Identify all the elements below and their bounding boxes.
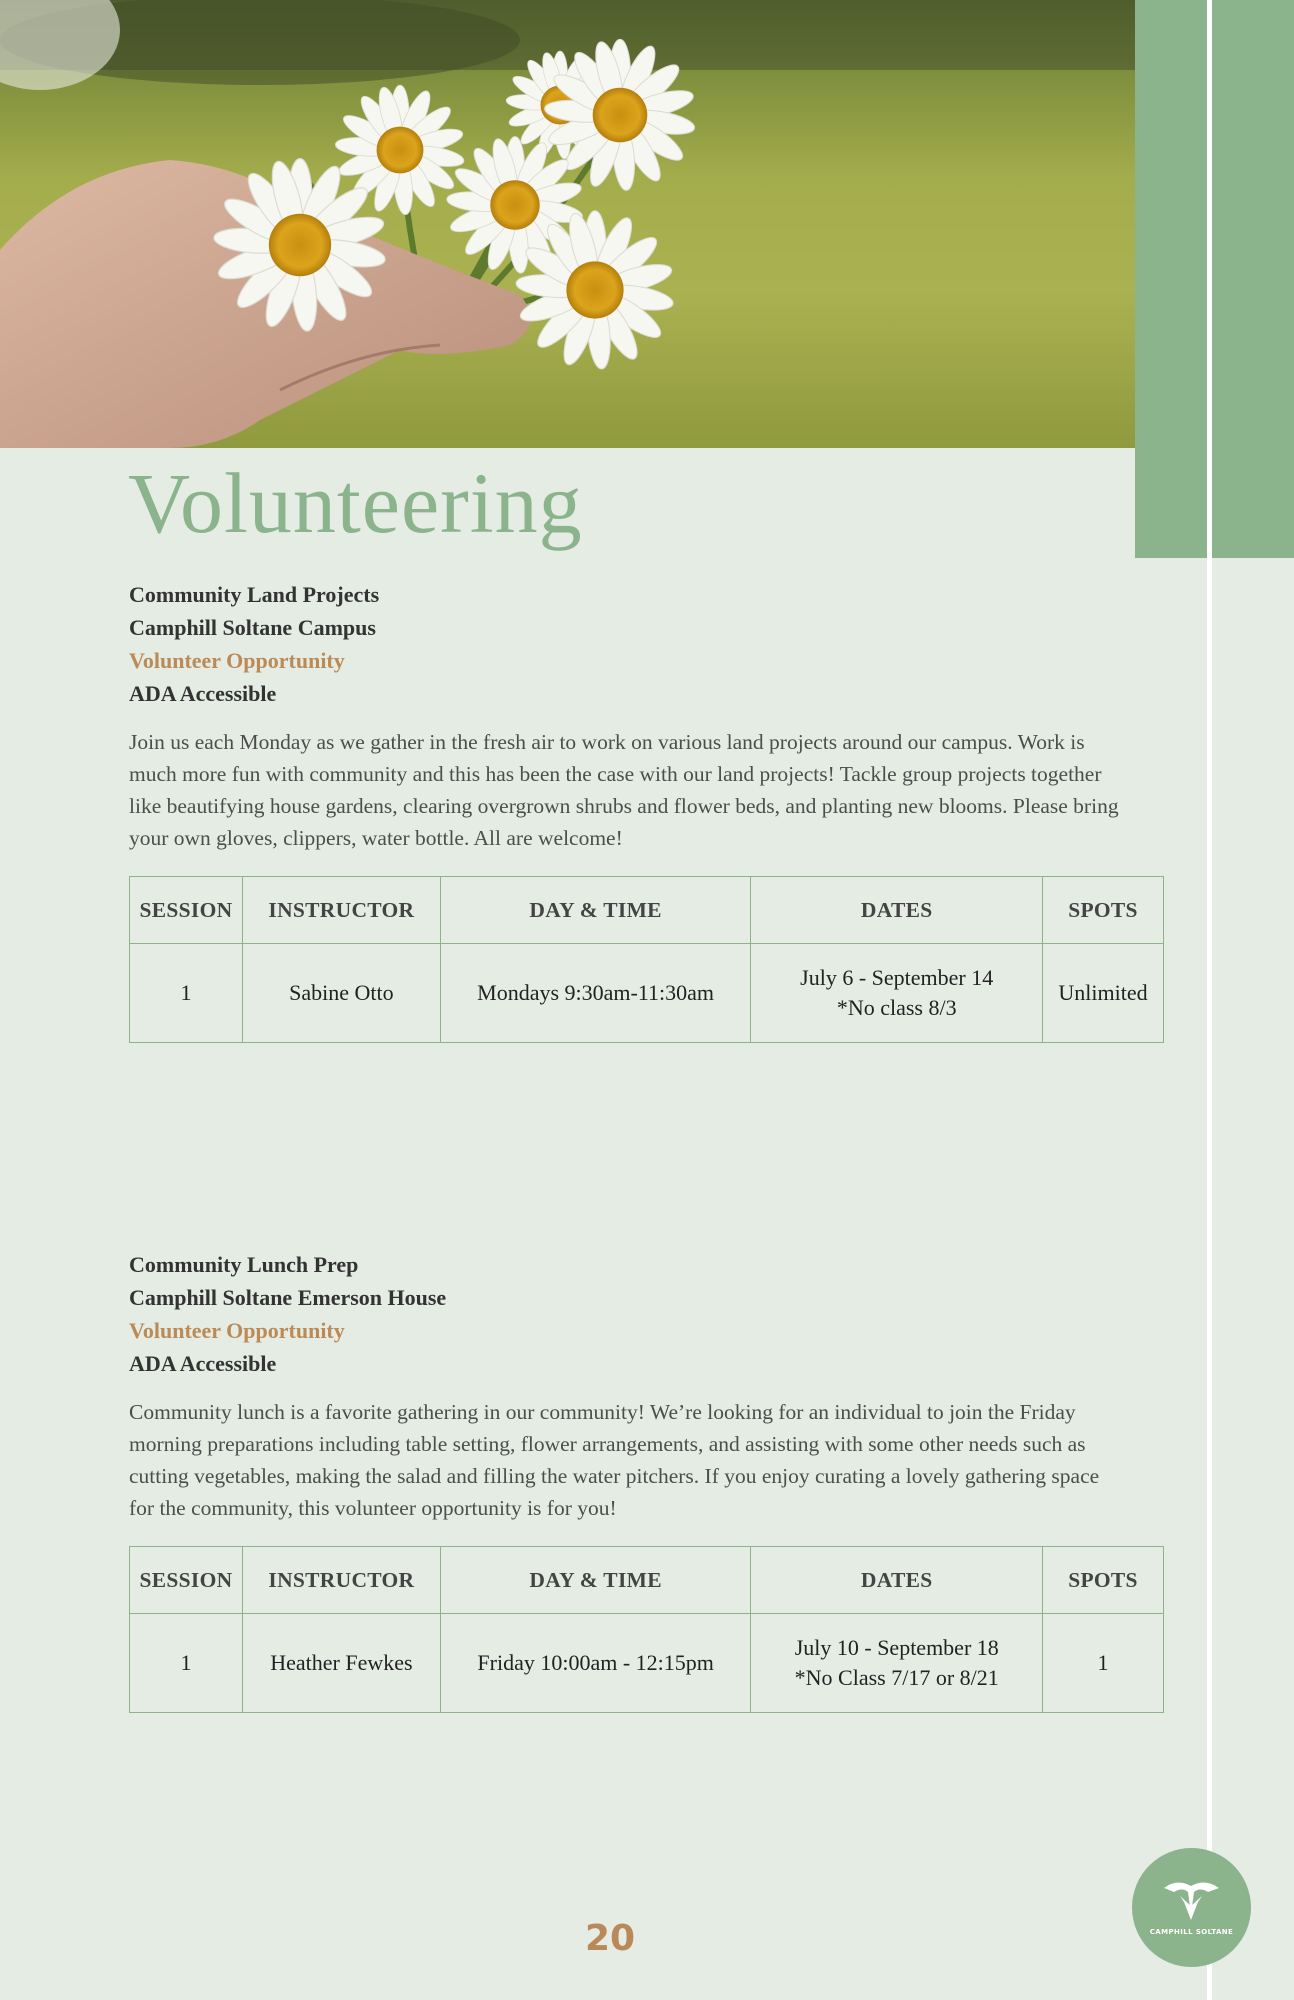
schedule-table — [129, 1546, 1164, 1713]
page-number: 20 — [584, 1918, 636, 1959]
cell-instructor: Heather Fewkes — [242, 1614, 440, 1713]
decor-bar-left — [1135, 0, 1207, 558]
vertical-divider — [1207, 0, 1212, 2000]
dates-range: July 6 - September 14 — [800, 965, 994, 990]
column-header-session: SESSION — [130, 877, 243, 944]
program-community-land-projects — [129, 578, 1164, 1043]
column-header-session: SESSION — [130, 1547, 243, 1614]
table-header-row — [130, 877, 1164, 944]
program-description: Join us each Monday as we gather in the fresh air to work on various land projects around our campus. Work is much more fun with community and this has been the case with our land projects! Tackle group projects together like beautifying house gardens, clearing overgrown shrubs and flower beds, and planting new blooms. Please bring your own gloves, clippers, water bottle. All are welcome! — [129, 730, 1119, 850]
column-header-spots: SPOTS — [1043, 877, 1164, 944]
column-header-instructor: INSTRUCTOR — [242, 877, 440, 944]
table-header-row — [130, 1547, 1164, 1614]
program-name: Community Lunch Prep — [129, 1252, 359, 1277]
logo-emblem-icon — [1162, 1876, 1221, 1922]
program-location: Camphill Soltane Emerson House — [129, 1285, 447, 1310]
column-header-dates: DATES — [751, 877, 1043, 944]
cell-spots: 1 — [1043, 1614, 1164, 1713]
table-row — [130, 944, 1164, 1043]
cell-spots: Unlimited — [1043, 944, 1164, 1043]
column-header-dates: DATES — [751, 1547, 1043, 1614]
cell-session: 1 — [130, 1614, 243, 1713]
table-row — [130, 1614, 1164, 1713]
cell-session: 1 — [130, 944, 243, 1043]
camphill-soltane-logo — [1132, 1848, 1251, 1967]
column-header-day-time: DAY & TIME — [440, 877, 751, 944]
cell-day-time: Friday 10:00am - 12:15pm — [440, 1614, 751, 1713]
hero-photo — [0, 0, 1135, 448]
dates-note: *No Class 7/17 or 8/21 — [794, 1665, 999, 1690]
program-type: Volunteer Opportunity — [129, 648, 345, 673]
program-description: Community lunch is a favorite gathering in our community! We’re looking for an individual to join the Friday morning preparations including table setting, flower arrangements, and assisting with some other needs such as cutting vegetables, making the salad and filling the water pitchers. If you enjoy curating a lovely gathering space for the community, this volunteer opportunity is for you! — [129, 1400, 1100, 1520]
schedule-table — [129, 876, 1164, 1043]
dates-note: *No class 8/3 — [836, 995, 957, 1020]
column-header-day-time: DAY & TIME — [440, 1547, 751, 1614]
program-access: ADA Accessible — [129, 1351, 277, 1376]
program-name: Community Land Projects — [129, 582, 380, 607]
column-header-spots: SPOTS — [1043, 1547, 1164, 1614]
program-location: Camphill Soltane Campus — [129, 615, 376, 640]
page-title: Volunteering — [128, 455, 583, 551]
cell-instructor: Sabine Otto — [242, 944, 440, 1043]
program-type: Volunteer Opportunity — [129, 1318, 345, 1343]
daisy-photo-illustration — [0, 0, 1135, 448]
program-access: ADA Accessible — [129, 681, 277, 706]
column-header-instructor: INSTRUCTOR — [242, 1547, 440, 1614]
logo-text: CAMPHILL SOLTANE — [1149, 1928, 1234, 1936]
cell-dates — [751, 1614, 1043, 1713]
program-community-lunch-prep — [129, 1248, 1164, 1713]
cell-day-time: Mondays 9:30am-11:30am — [440, 944, 751, 1043]
dates-range: July 10 - September 18 — [794, 1635, 999, 1660]
decor-bar-right — [1212, 0, 1294, 558]
cell-dates — [751, 944, 1043, 1043]
